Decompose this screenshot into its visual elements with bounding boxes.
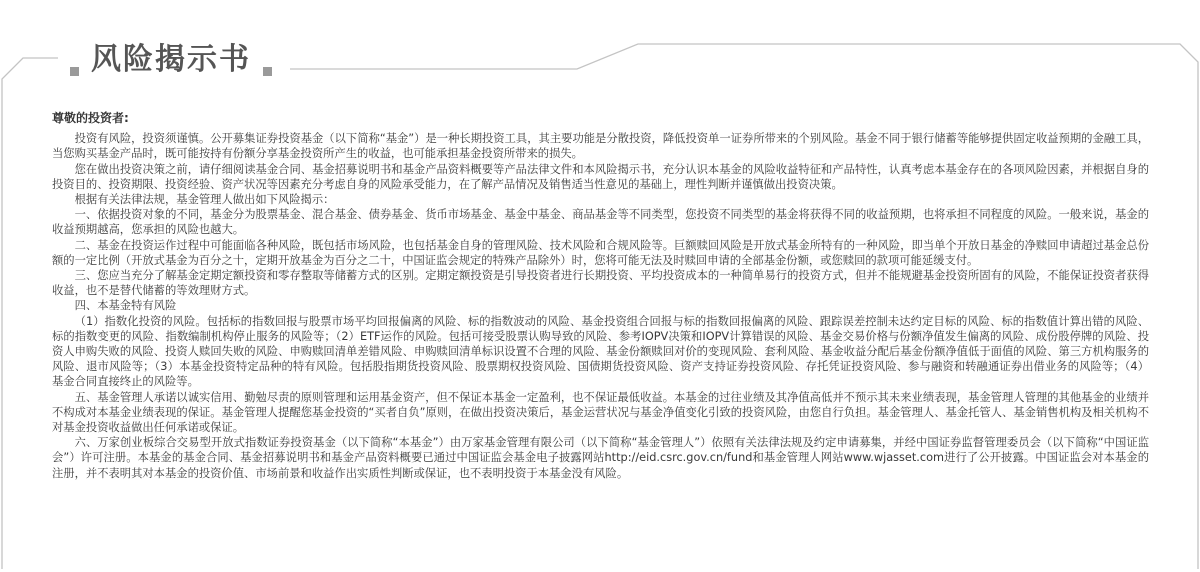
paragraph-item-6: 六、万家创业板综合交易型开放式指数证券投资基金（以下简称“本基金”）由万家基金管理有限公司（以下简称“基金管理人”）依照有关法律法规及约定申请募集，并经中国证券监督管理委员会（以下简称“中国证监会”）许可注册。本基金的基金合同、基金招募说明书和基金产品资料概要已通过中国证监会基金电子披露网站http://eid.csrc.gov.cn/fund和基金管理人网站www.wjasset.com进行了公开披露。中国证监会对本基金的注册，并不表明其对本基金的投资价值、市场前景和收益作出实质性判断或保证，也不表明投资于本基金没有风险。 xyxy=(52,436,1149,480)
document-body xyxy=(52,111,1149,481)
paragraph-item-3: 三、您应当充分了解基金定期定额投资和零存整取等储蓄方式的区别。定期定额投资是引导投资者进行长期投资、平均投资成本的一种简单易行的投资方式，但并不能规避基金投资所固有的风险，不能保证投资者获得收益，也不是替代储蓄的等效理财方式。 xyxy=(52,269,1149,298)
paragraph-item-2: 二、基金在投资运作过程中可能面临各种风险，既包括市场风险，也包括基金自身的管理风险、技术风险和合规风险等。巨额赎回风险是开放式基金所特有的一种风险，即当单个开放日基金的净赎回申请超过基金总份额的一定比例（开放式基金为百分之十，定期开放基金为百分之二十，中国证监会规定的特殊产品除外）时，您将可能无法及时赎回申请的全部基金份额，或您赎回的款项可能延缓支付。 xyxy=(52,238,1149,267)
page-title: 风险揭示书 xyxy=(91,42,251,77)
title-block xyxy=(70,38,272,82)
paragraph-item-4-heading: 四、本基金特有风险 xyxy=(74,299,177,313)
paragraph-item-1: 一、依据投资对象的不同，基金分为股票基金、混合基金、债券基金、货币市场基金、基金中基金、商品基金等不同类型，您投资不同类型的基金将获得不同的收益预期，也将承担不同程度的风险。一般来说，基金的收益预期越高，您承担的风险也越大。 xyxy=(52,208,1149,237)
paragraph-item-4-detail: （1）指数化投资的风险。包括标的指数回报与股票市场平均回报偏离的风险、标的指数波动的风险、基金投资组合回报与标的指数回报偏离的风险、跟踪误差控制未达约定目标的风险、标的指数值计算出错的风险、标的指数变更的风险、指数编制机构停止服务的风险等；（2）ETF运作的风险。包括可接受股票认购导致的风险、参考IOPV决策和IOPV计算错误的风险、基金交易价格与份额净值发生偏离的风险、成份股停牌的风险、投资人申购失败的风险、投资人赎回失败的风险、申购赎回清单差错风险、申购赎回清单标识设置不合理的风险、基金份额赎回对价的变现风险、套利风险、基金收益分配后基金份额净值低于面值的风险、第三方机构服务的风险、退市风险等；（3）本基金投资特定品种的特有风险。包括股指期货投资风险、股票期权投资风险、国债期货投资风险、资产支持证券投资风险、存托凭证投资风险、参与融资和转融通证券出借业务的风险等；（4）基金合同直接终止的风险等。 xyxy=(52,314,1149,389)
paragraph-intro: 投资有风险，投资须谨慎。公开募集证券投资基金（以下简称“基金”）是一种长期投资工具，其主要功能是分散投资，降低投资单一证券所带来的个别风险。基金不同于银行储蓄等能够提供固定收益预期的金融工具，当您购买基金产品时，既可能按持有份额分享基金投资所产生的收益，也可能承担基金投资所带来的损失。 xyxy=(52,132,1149,161)
paragraph-decision: 您在做出投资决策之前，请仔细阅读基金合同、基金招募说明书和基金产品资料概要等产品法律文件和本风险揭示书，充分认识本基金的风险收益特征和产品特性，认真考虑本基金存在的各项风险因素，并根据自身的投资目的、投资期限、投资经验、资产状况等因素充分考虑自身的风险承受能力，在了解产品情况及销售适当性意见的基础上，理性判断并谨慎做出投资决策。 xyxy=(52,162,1149,191)
paragraph-disclosure-lead: 根据有关法律法规，基金管理人做出如下风险揭示： xyxy=(74,193,335,207)
salutation: 尊敬的投资者: xyxy=(52,111,129,125)
title-bullet-left-icon xyxy=(70,67,79,76)
paragraph-item-5: 五、基金管理人承诺以诚实信用、勤勉尽责的原则管理和运用基金资产，但不保证本基金一定盈利，也不保证最低收益。本基金的过往业绩及其净值高低并不预示其未来业绩表现，基金管理人管理的其他基金的业绩并不构成对本基金业绩表现的保证。基金管理人提醒您基金投资的“买者自负”原则，在做出投资决策后，基金运营状况与基金净值变化引致的投资风险，由您自行负担。基金管理人、基金托管人、基金销售机构及相关机构不对基金投资收益做出任何承诺或保证。 xyxy=(52,390,1149,435)
title-bullet-right-icon xyxy=(263,67,272,76)
frame-left-border xyxy=(2,58,58,569)
